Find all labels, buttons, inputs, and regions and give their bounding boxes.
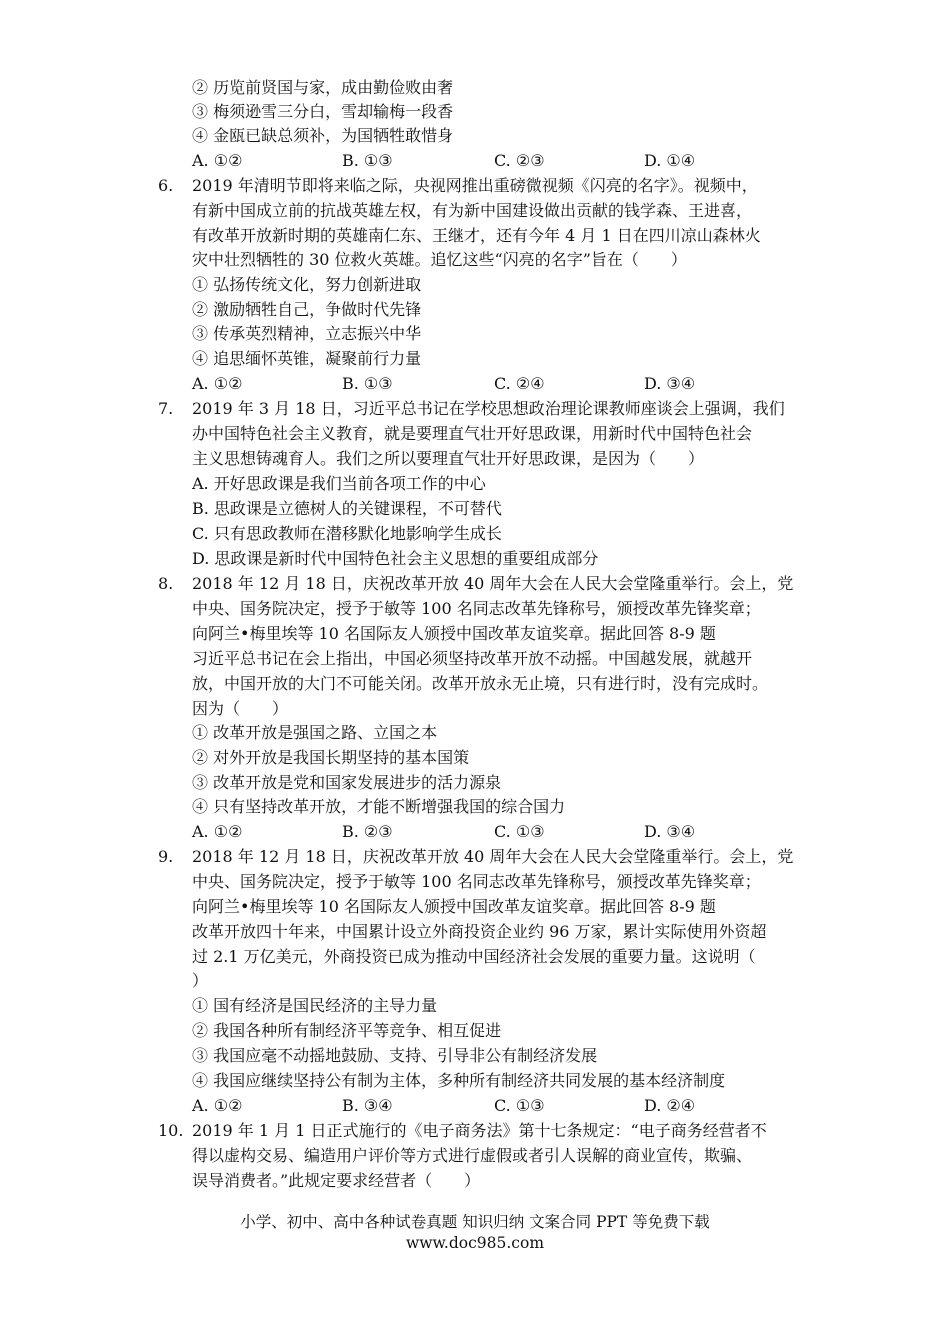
q8-number: 8. (158, 574, 174, 593)
q9-item-1: ① 国有经济是国民经济的主导力量 (192, 996, 438, 1015)
q6-options (192, 371, 802, 396)
q8-item-4: ④ 只有坚持改革开放，才能不断增强我国的综合国力 (192, 797, 566, 816)
q8-stem-line: 因为（ ） (192, 699, 289, 718)
q8-stem-line: 中央、国务院决定，授予于敏等 100 名同志改革先锋称号，颁授改革先锋奖章； (192, 599, 761, 618)
q6-stem-line: 有新中国成立前的抗战英雄左权，有为新中国建设做出贡献的钱学森、王进喜， (192, 201, 753, 220)
q9-stem-line: 向阿兰•梅里埃等 10 名国际友人颁授中国改革友谊奖章。据此回答 8-9 题 (192, 897, 716, 916)
q10-stem-line: 误导消费者。”此规定要求经营者（ ） (192, 1171, 481, 1190)
q6-option-c: C. ②④ (494, 374, 545, 393)
q6-item-3: ③ 传承英烈精神，立志振兴中华 (192, 324, 422, 343)
q6-stem-line: 灾中壮烈牺牲的 30 位救火英雄。追忆这些“闪亮的名字”旨在（ ） (192, 250, 687, 269)
q8-option-a: A. ①② (192, 822, 243, 841)
q8-item-1: ① 改革开放是强国之路、立国之本 (192, 723, 438, 742)
q8-item-3: ③ 改革开放是党和国家发展进步的活力源泉 (192, 773, 502, 792)
q6-number: 6. (158, 176, 174, 195)
q5-option-c: C. ②③ (494, 151, 545, 170)
q5-option-d: D. ①④ (644, 151, 696, 170)
q10-stem-line: 2019 年 1 月 1 日正式施行的《电子商务法》第十七条规定：“电子商务经营者不 (192, 1121, 767, 1140)
q10-number: 10. (158, 1121, 184, 1140)
q9-stem-line: 2018 年 12 月 18 日，庆祝改革开放 40 周年大会在人民大会堂隆重举行。会上，党 (192, 847, 794, 866)
q5-item-2: ② 历览前贤国与家，成由勤俭败由奢 (192, 78, 454, 97)
q9-option-a: A. ①② (192, 1096, 243, 1115)
q6-stem-line: 有改革开放新时期的英雄南仁东、王继才，还有今年 4 月 1 日在四川凉山森林火 (192, 226, 761, 245)
q9-item-2: ② 我国各种所有制经济平等竞争、相互促进 (192, 1021, 502, 1040)
q6-item-1: ① 弘扬传统文化，努力创新进取 (192, 275, 422, 294)
q9-option-b: B. ③④ (342, 1096, 393, 1115)
footer-text: 小学、初中、高中各种试卷真题 知识归纳 文案合同 PPT 等免费下载 (240, 1213, 710, 1231)
q9-options (192, 1093, 802, 1118)
q8-item-2: ② 对外开放是我国长期坚持的基本国策 (192, 748, 470, 767)
q8-options (192, 819, 802, 844)
q6-option-b: B. ①③ (342, 374, 393, 393)
footer-url[interactable]: www.doc985.com (405, 1234, 545, 1252)
q6-item-2: ② 激励牺牲自己，争做时代先锋 (192, 300, 422, 319)
q9-number: 9. (158, 847, 174, 866)
q7-stem-line: 2019 年 3 月 18 日，习近平总书记在学校思想政治理论课教师座谈会上强调，我们 (192, 399, 785, 418)
q9-item-3: ③ 我国应毫不动摇地鼓励、支持、引导非公有制经济发展 (192, 1046, 598, 1065)
q9-stem-line: 改革开放四十年来，中国累计设立外商投资企业约 96 万家，累计实际使用外资超 (192, 922, 767, 941)
q9-option-c: C. ①③ (494, 1096, 545, 1115)
q5-option-a: A. ①② (192, 151, 243, 170)
q7-choice-b: B. 思政课是立德树人的关键课程，不可替代 (192, 499, 502, 518)
q7-stem-line: 主义思想铸魂育人。我们之所以要理直气壮开好思政课，是因为（ ） (192, 449, 705, 468)
q7-number: 7. (158, 399, 174, 418)
q8-option-d: D. ③④ (644, 822, 696, 841)
q8-stem-line: 2018 年 12 月 18 日，庆祝改革开放 40 周年大会在人民大会堂隆重举行。会上，党 (192, 574, 794, 593)
q5-options (192, 148, 802, 173)
q9-stem-line: ） (192, 971, 209, 990)
q8-option-b: B. ②③ (342, 822, 393, 841)
q6-item-4: ④ 追思缅怀英锥，凝聚前行力量 (192, 349, 422, 368)
q8-stem-line: 习近平总书记在会上指出，中国必须坚持改革开放不动摇。中国越发展，就越开 (192, 649, 753, 668)
q9-stem-line: 中央、国务院决定，授予于敏等 100 名同志改革先锋称号，颁授改革先锋奖章； (192, 872, 761, 891)
q6-stem-line: 2019 年清明节即将来临之际，央视网推出重磅微视频《闪亮的名字》。视频中， (192, 176, 758, 195)
q6-option-a: A. ①② (192, 374, 243, 393)
q8-stem-line: 向阿兰•梅里埃等 10 名国际友人颁授中国改革友谊奖章。据此回答 8-9 题 (192, 624, 716, 643)
q9-stem-line: 过 2.1 万亿美元，外商投资已成为推动中国经济社会发展的重要力量。这说明（ (192, 947, 756, 966)
q7-choice-a: A. 开好思政课是我们当前各项工作的中心 (192, 474, 486, 493)
q9-item-4: ④ 我国应继续坚持公有制为主体，多种所有制经济共同发展的基本经济制度 (192, 1071, 726, 1090)
q5-item-3: ③ 梅须逊雪三分白，雪却输梅一段香 (192, 102, 454, 121)
q6-option-d: D. ③④ (644, 374, 696, 393)
q8-option-c: C. ①③ (494, 822, 545, 841)
q9-option-d: D. ②④ (644, 1096, 696, 1115)
q7-stem-line: 办中国特色社会主义教育，就是要理直气壮开好思政课，用新时代中国特色社会 (192, 424, 753, 443)
q5-option-b: B. ①③ (342, 151, 393, 170)
q10-stem-line: 得以虚构交易、编造用户评价等方式进行虚假或者引人误解的商业宣传，欺骗、 (192, 1146, 753, 1165)
q7-choice-c: C. 只有思政教师在潜移默化地影响学生成长 (192, 524, 502, 543)
q5-item-4: ④ 金瓯已缺总须补，为国牺牲敢惜身 (192, 126, 454, 145)
q8-stem-line: 放，中国开放的大门不可能关闭。改革开放永无止境，只有进行时，没有完成时。 (192, 674, 769, 693)
q7-choice-d: D. 思政课是新时代中国特色社会主义思想的重要组成部分 (192, 549, 599, 568)
